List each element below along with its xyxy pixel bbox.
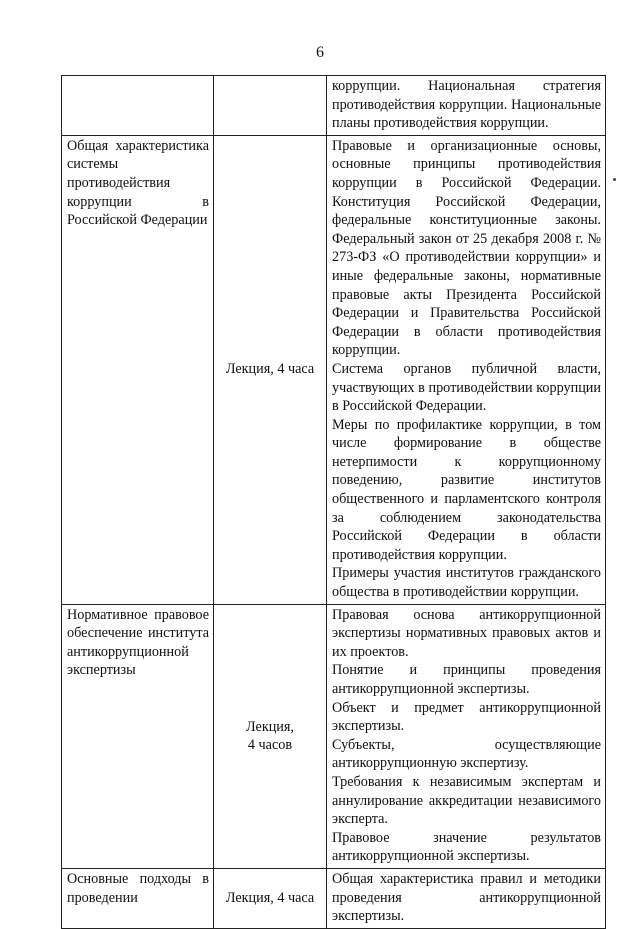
lesson-form-text: Лекция, 4 часов: [246, 718, 294, 754]
content-paragraph: коррупции. Национальная стратегия противодействия коррупции. Национальные планы противодействия коррупции.: [332, 78, 601, 132]
content-paragraph: Меры по профилактике коррупции, в том числе формирование в обществе нетерпимости к коррупционному поведению, развитие институтов общественного и парламентского контроля за соблюдением законодательства Российской Федерации в области противодействия коррупции.: [332, 416, 601, 563]
lesson-form-text: Лекция, 4 часа: [225, 361, 315, 378]
lesson-form-text: Лекция, 4 часа: [225, 890, 315, 907]
lesson-form-cell: [214, 604, 327, 868]
content-paragraph: Понятие и принципы проведения антикоррупционной экспертизы.: [332, 662, 601, 697]
content-paragraph: Правовое значение результатов антикоррупционной экспертизы.: [332, 829, 601, 865]
content-paragraph: Субъекты, осуществляющие антикоррупционную экспертизу.: [332, 736, 601, 772]
margin-mark: [613, 178, 616, 181]
table-row: [62, 868, 606, 928]
lesson-form-cell: [214, 76, 327, 136]
lesson-form-cell: [214, 135, 327, 604]
topic-cell: Общая характеристика системы противодействия коррупции в Российской Федерации: [62, 135, 214, 604]
table-row: [62, 135, 606, 604]
content-paragraph: Примеры участия институтов гражданского общества в противодействии коррупции.: [332, 565, 601, 601]
page-number: 6: [316, 44, 324, 61]
table-row: [62, 76, 606, 136]
topic-cell: Нормативное правовое обеспечение института антикоррупционной экспертизы: [62, 604, 214, 868]
topic-cell: [62, 76, 214, 136]
content-cell: [327, 604, 606, 868]
content-cell: [327, 868, 606, 928]
content-paragraph: Требования к независимым экспертам и аннулирование аккредитации независимого эксперта.: [332, 773, 601, 828]
content-cell: [327, 76, 606, 136]
content-paragraph: Объект и предмет антикоррупционной экспертизы.: [332, 699, 601, 735]
content-paragraph: Система органов публичной власти, участвующих в противодействии коррупции в Российской Федерации.: [332, 360, 601, 415]
content-paragraph: Правовая основа антикоррупционной экспертизы нормативных правовых актов и их проектов.: [332, 606, 601, 660]
lesson-form-cell: [214, 868, 327, 928]
curriculum-table: [61, 75, 606, 929]
topic-cell: Основные подходы в проведении: [62, 868, 214, 928]
content-paragraph: Правовые и организационные основы, основные принципы противодействия коррупции в Российской Федерации. Конституция Российской Федерации, федеральные конституционные законы. Федеральный закон от 25 декабря 2008 г. № 273-ФЗ «О противодействии коррупции» и иные федеральные законы, нормативные правовые акты Президента Российской Федерации и Правительства Российской Федерации в области противодействия коррупции.: [332, 137, 601, 359]
content-paragraph: Общая характеристика правил и методики проведения антикоррупционной экспертизы.: [332, 870, 601, 925]
table-row: [62, 604, 606, 868]
content-cell: [327, 135, 606, 604]
